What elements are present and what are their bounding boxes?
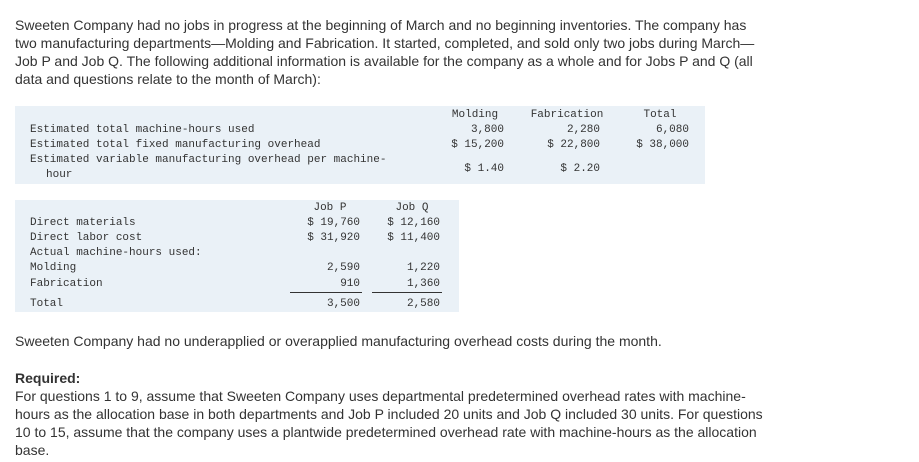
table-cell: 3,500	[326, 298, 360, 310]
table-cell: 2,580	[406, 298, 440, 310]
col-header-fabrication: Fabrication	[530, 109, 604, 121]
table-cell: 3,800	[470, 124, 504, 136]
table-cell: $ 22,800	[547, 139, 600, 151]
table-cell: $ 1.40	[464, 163, 504, 175]
row-label: Estimated total fixed manufacturing overhead	[30, 139, 321, 151]
table-cell: 6,080	[655, 124, 689, 136]
table-cell: 1,360	[406, 278, 440, 290]
table-cell: $ 31,920	[307, 232, 360, 244]
table-cell: 2,280	[566, 124, 600, 136]
total-divider	[290, 292, 362, 293]
table-cell: $ 15,200	[451, 139, 504, 151]
row-label: Direct materials	[30, 217, 136, 229]
row-label: Actual machine-hours used:	[30, 247, 202, 259]
required-line: hours as the allocation base in both departments and Job P included 20 units and Job Q included 30 units. For questions	[15, 406, 763, 422]
intro-line: Job P and Job Q. The following additional information is available for the company as a whole and for Jobs P and Q (all	[15, 53, 753, 69]
row-label: Total	[30, 298, 64, 310]
required-line: For questions 1 to 9, assume that Sweeten Company uses departmental predetermined overhead rates with machine-	[15, 388, 746, 404]
row-label: Molding	[30, 262, 77, 274]
table-cell: $ 12,160	[387, 217, 440, 229]
row-label-continuation: hour	[46, 169, 73, 181]
table-cell: 2,590	[326, 262, 360, 274]
required-paragraph	[15, 387, 895, 459]
intro-paragraph	[15, 16, 895, 88]
col-header-job-q: Job Q	[395, 202, 429, 214]
table-cell: $ 38,000	[636, 139, 689, 151]
required-line: base.	[15, 442, 50, 458]
table-cell: $ 11,400	[387, 232, 440, 244]
table-cell: 1,220	[406, 262, 440, 274]
intro-line: data and questions relate to the month of March):	[15, 71, 321, 87]
row-label: Fabrication	[30, 278, 103, 290]
intro-line: two manufacturing departments—Molding and Fabrication. It started, completed, and sold only two jobs during March—	[15, 35, 755, 51]
intro-line: Sweeten Company had no jobs in progress at the beginning of March and no beginning inventories. The company has	[15, 17, 747, 33]
row-label: Estimated variable manufacturing overhead per machine-	[30, 154, 387, 166]
overhead-statement: Sweeten Company had no underapplied or overapplied manufacturing overhead costs during the month.	[15, 333, 662, 349]
row-label: Direct labor cost	[30, 232, 143, 244]
table-cell: $ 19,760	[307, 217, 360, 229]
required-line: 10 to 15, assume that the company uses a plantwide predetermined overhead rate with machine-hours as the allocation	[15, 424, 757, 440]
col-header-molding: Molding	[451, 109, 499, 121]
total-divider	[372, 292, 442, 293]
table-cell: 910	[340, 278, 360, 290]
col-header-job-p: Job P	[313, 202, 347, 214]
col-header-total: Total	[643, 109, 677, 121]
required-heading: Required:	[15, 370, 81, 386]
table-cell: $ 2.20	[560, 163, 600, 175]
row-label: Estimated total machine-hours used	[30, 124, 255, 136]
